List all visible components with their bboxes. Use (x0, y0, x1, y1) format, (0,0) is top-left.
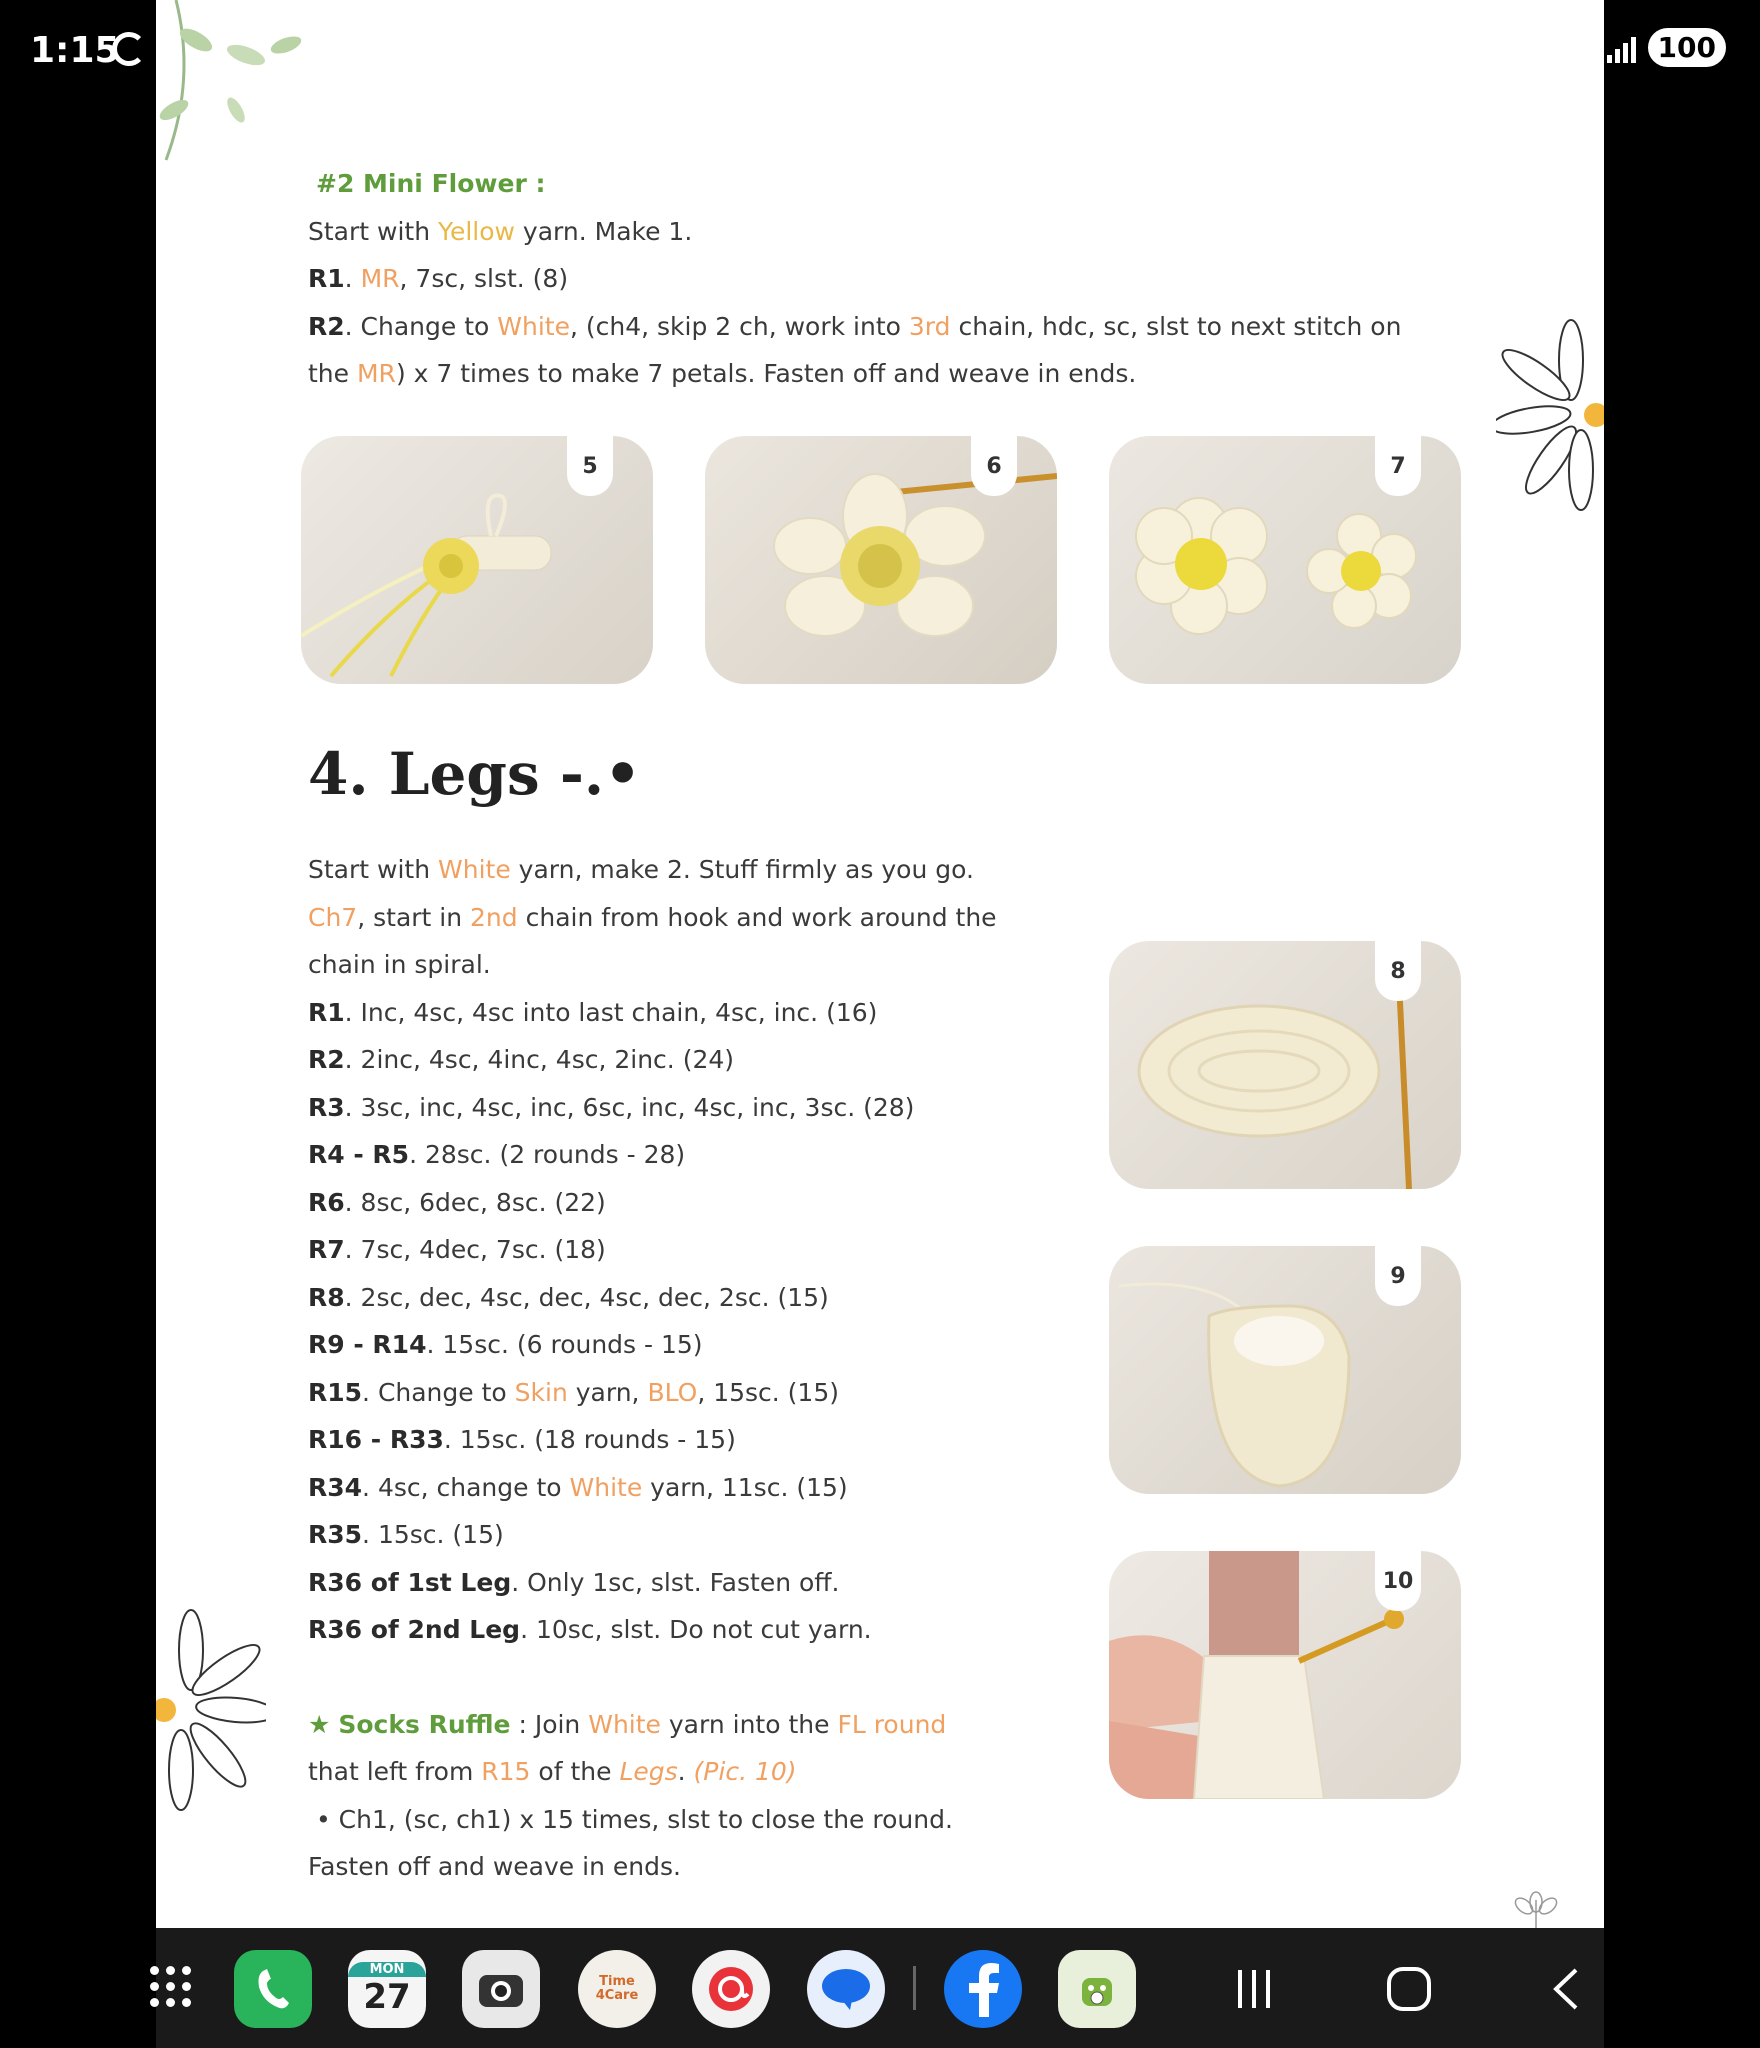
facebook-icon (963, 1961, 1003, 2017)
mini-flower-heading: #2 Mini Flower : (316, 169, 546, 198)
round-line: R34. 4sc, change to White yarn, 11sc. (15) (308, 1472, 848, 1502)
photo-number: 9 (1375, 1246, 1421, 1306)
round-line: R1. Inc, 4sc, 4sc into last chain, 4sc, inc. (16) (308, 997, 878, 1027)
chat-bubble-icon (820, 1966, 872, 2012)
photo-step-10 (1109, 1551, 1461, 1799)
facebook-app-icon[interactable] (944, 1950, 1022, 2028)
taskbar-divider (913, 1966, 916, 2010)
phone-icon (253, 1967, 293, 2011)
calendar-date: 27 (363, 1976, 411, 2017)
apps-grid-icon[interactable] (150, 1966, 191, 2007)
instruction-line: Start with White yarn, make 2. Stuff firmly as you go. (308, 855, 974, 884)
camera-app-icon[interactable] (462, 1950, 540, 2028)
photo-number: 7 (1375, 436, 1421, 496)
back-icon[interactable] (1550, 1966, 1580, 2012)
instruction-line: Ch7, start in 2nd chain from hook and work around the (308, 902, 997, 932)
round-line: R2. 2inc, 4sc, 4inc, 4sc, 2inc. (24) (308, 1045, 735, 1074)
round-line: R36 of 2nd Leg. 10sc, slst. Do not cut yarn. (308, 1615, 872, 1644)
socks-ruffle-line: that left from R15 of the Legs. (Pic. 10) (308, 1757, 797, 1786)
recent-apps-icon[interactable] (1234, 1966, 1274, 2012)
home-icon[interactable] (1386, 1966, 1432, 2012)
photo-number: 6 (971, 436, 1017, 496)
leaf-decoration-icon (156, 0, 326, 170)
socks-ruffle-line: ★ Socks Ruffle : Join White yarn into the FL round (308, 1709, 947, 1739)
instruction-line: chain in spiral. (308, 950, 491, 979)
messages-app-icon[interactable] (807, 1950, 885, 2028)
instruction-line: the MR) x 7 times to make 7 petals. Fasten off and weave in ends. (308, 359, 1137, 388)
photo-number: 10 (1375, 1551, 1421, 1611)
photo-step-6 (705, 436, 1057, 684)
camera-icon (477, 1969, 525, 2009)
round-line: R36 of 1st Leg. Only 1sc, slst. Fasten off. (308, 1567, 840, 1597)
daisy-decoration-icon (156, 1600, 266, 1820)
android-app-icon[interactable] (1058, 1950, 1136, 2028)
bullet-icon: • (315, 1804, 331, 1834)
battery-badge: 100 (1648, 28, 1726, 67)
time4care-label: Time 4Care (595, 1974, 639, 2003)
time4care-app-icon[interactable] (578, 1950, 656, 2028)
socks-ruffle-line: Fasten off and weave in ends. (308, 1852, 681, 1881)
legs-instructions (308, 846, 997, 1891)
photo-number: 8 (1375, 941, 1421, 1001)
photo-step-8 (1109, 941, 1461, 1189)
calendar-day: MON (348, 1962, 426, 1977)
instruction-line: Start with Yellow yarn. Make 1. (308, 216, 693, 246)
round-line: R35. 15sc. (15) (308, 1520, 504, 1549)
photo-step-5 (301, 436, 653, 684)
instruction-line: R1. MR, 7sc, slst. (8) (308, 264, 569, 293)
photo-step-9 (1109, 1246, 1461, 1494)
section-title-legs: 4. Legs -.• (308, 740, 642, 808)
robot-icon (1072, 1964, 1122, 2014)
daisy-sketch-icon (1506, 1890, 1566, 1928)
mini-flower-section (308, 160, 1401, 398)
instruction-line: R2. Change to White, (ch4, skip 2 ch, work into 3rd chain, hdc, sc, slst to next stitch on (308, 311, 1402, 341)
round-line: R3. 3sc, inc, 4sc, inc, 6sc, inc, 4sc, inc, 3sc. (28) (308, 1092, 915, 1122)
threads-app-icon[interactable] (692, 1950, 770, 2028)
status-indicators (1607, 28, 1726, 67)
round-line: R4 - R5. 28sc. (2 rounds - 28) (308, 1140, 686, 1169)
round-line: R15. Change to Skin yarn, BLO, 15sc. (15) (308, 1377, 839, 1407)
photo-step-7 (1109, 436, 1461, 684)
calendar-app-icon[interactable] (348, 1950, 426, 2028)
round-line: R7. 7sc, 4dec, 7sc. (18) (308, 1235, 606, 1264)
round-line: R9 - R14. 15sc. (6 rounds - 15) (308, 1330, 703, 1359)
signal-icon (1607, 33, 1636, 63)
socks-ruffle-line: • Ch1, (sc, ch1) x 15 times, slst to close the round. (315, 1804, 953, 1834)
daisy-decoration-icon (1496, 300, 1604, 520)
round-line: R6. 8sc, 6dec, 8sc. (22) (308, 1187, 606, 1217)
photo-number: 5 (567, 436, 613, 496)
sync-icon (112, 32, 146, 66)
round-line: R8. 2sc, dec, 4sc, dec, 4sc, dec, 2sc. (15) (308, 1282, 829, 1312)
status-time: 1:15 (30, 30, 120, 71)
document-page[interactable] (156, 0, 1604, 1928)
star-icon: ★ (308, 1709, 331, 1739)
phone-app-icon[interactable] (234, 1950, 312, 2028)
round-line: R16 - R33. 15sc. (18 rounds - 15) (308, 1425, 736, 1454)
at-sign-icon (706, 1964, 756, 2014)
